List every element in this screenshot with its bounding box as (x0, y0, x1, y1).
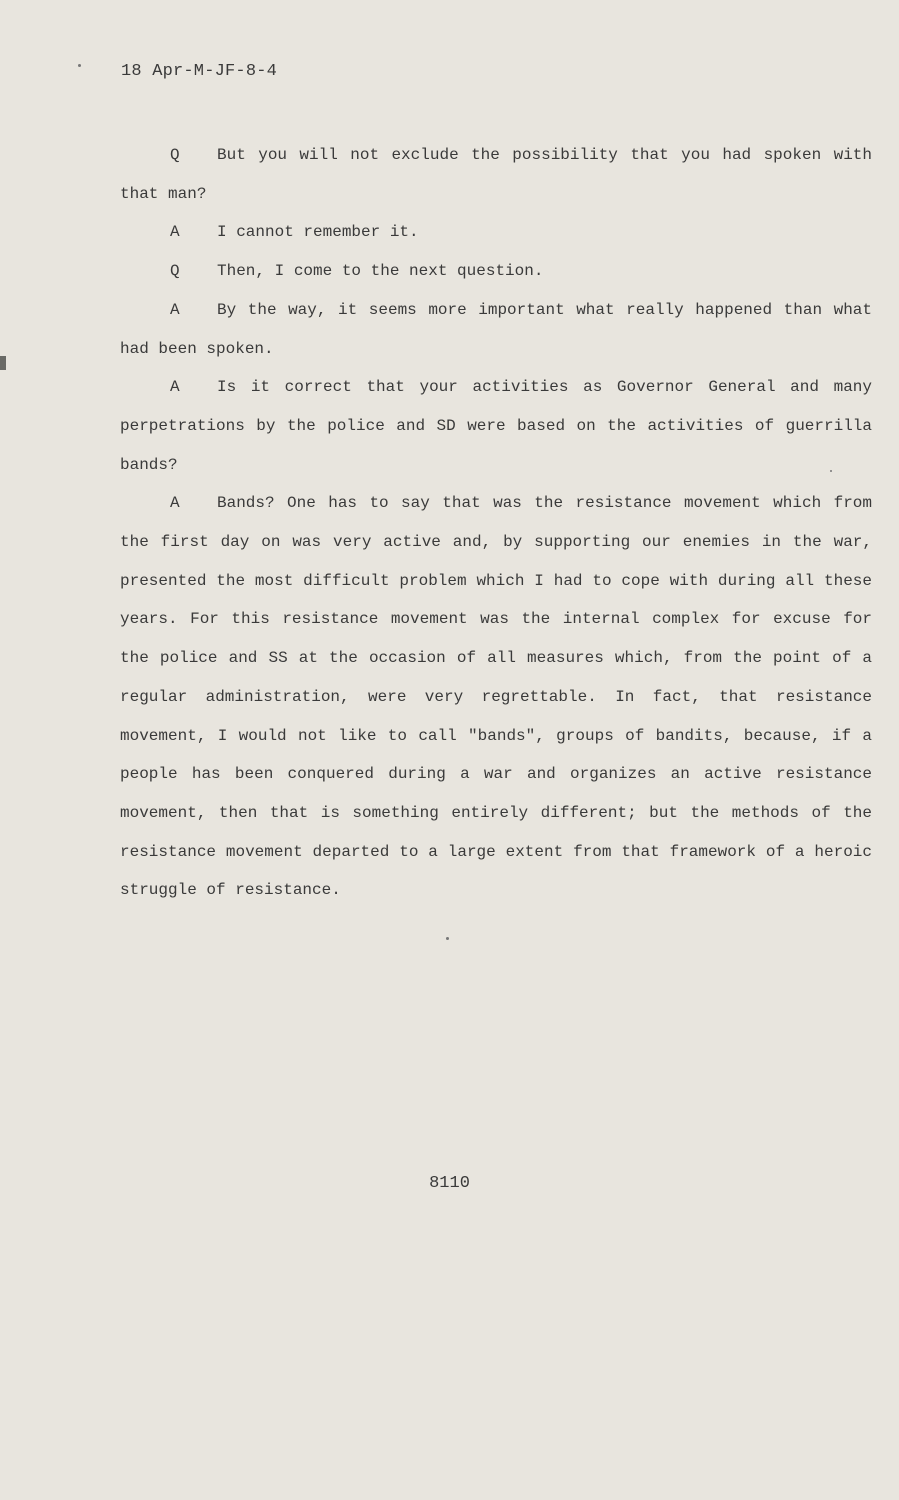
entry-text: I cannot remember it. (217, 223, 419, 242)
speaker-label: A (170, 378, 180, 397)
page-edge-mark (0, 356, 6, 370)
ink-speck (78, 64, 81, 67)
speaker-label: A (170, 300, 180, 319)
entry-text: By the way, it seems more important what really happened than what had been spoken. (120, 300, 872, 358)
entry-text: Is it correct that your activities as Governor General and many perpetrations by the police and SD were based on the activities of guerrilla bands? (120, 378, 872, 474)
transcript-entry (120, 368, 872, 484)
transcript-entry (120, 484, 872, 910)
transcript-entry (120, 136, 872, 213)
speaker-label: Q (170, 262, 180, 281)
speaker-label: A (170, 494, 180, 513)
transcript-entry (120, 291, 872, 368)
transcript-entry (120, 252, 872, 291)
entry-text: But you will not exclude the possibility that you had spoken with that man? (120, 146, 872, 203)
entry-text: Bands? One has to say that was the resistance movement which from the first day on was very active and, by supporting our enemies in the war, presented the most difficult problem which I had to cope with during all these years. For this resistance movement was the internal complex for excuse for the police and SS at the occasion of all measures which, from the point of a regular administration, were very regrettable. In fact, that resistance movement, I would not like to call "bands", groups of bandits, because, if a people has been conquered during a war and organizes an active resistance movement, then that is something entirely different; but the methods of the resistance movement departed to a large extent from that framework of a heroic struggle of resistance. (120, 494, 872, 900)
transcript-entry (120, 213, 872, 252)
ink-speck (446, 937, 449, 940)
transcript-body (120, 136, 872, 910)
speaker-label: Q (170, 146, 180, 164)
document-reference-header: 18 Apr-M-JF-8-4 (121, 62, 278, 81)
speaker-label: A (170, 223, 180, 242)
page-number: 8110 (429, 1174, 470, 1193)
entry-text: Then, I come to the next question. (217, 262, 544, 281)
